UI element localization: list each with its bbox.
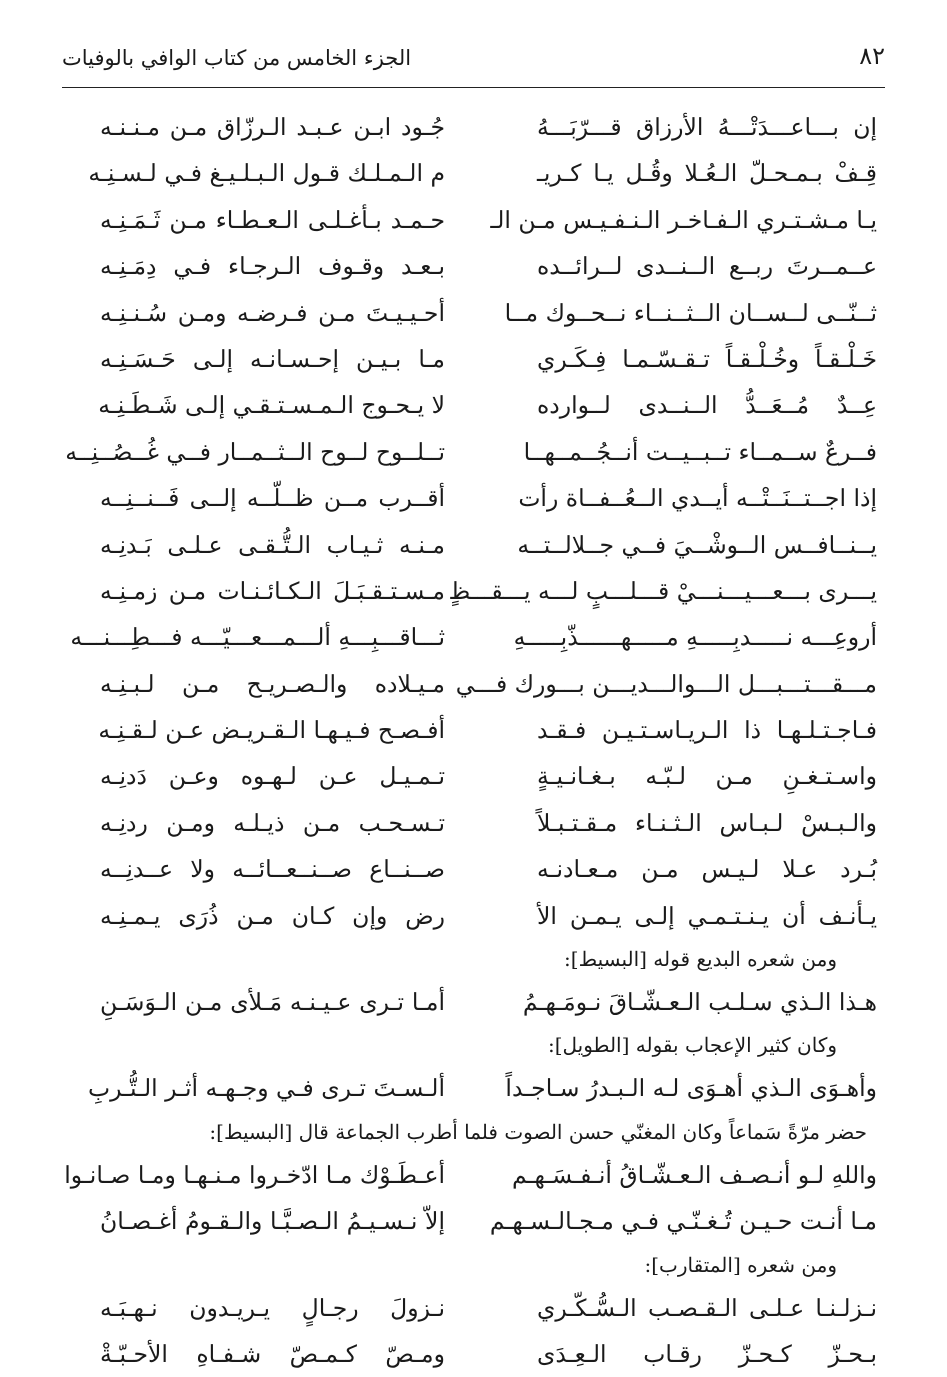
verse-second-hemistich: تـمـيـل عـن لـهـوه وعـن دَدنِـه [100,762,445,791]
verse-first-hemistich: مـــقـــتـــبـــل الـــوالـــديـــن بـــورك فـــي [455,669,877,698]
verse-second-hemistich: مـا بـيـن إحـسـانـه إلـى حَـسَـنِـه [100,344,445,373]
verse [62,661,885,707]
verse [62,290,885,336]
verse [62,979,885,1025]
verse [62,1198,885,1244]
verse-first-hemistich: قِـفْ بـمـحـلّ الـعُـلا وقُـل يـا كـريـ [537,159,877,188]
section-intro: وكان كثير الإعجاب بقوله [الطويل]: [547,1033,837,1058]
verse [62,1285,885,1331]
verse-first-hemistich: بـحـزّ كـحـزّ رقـاب الـعِـدَى [537,1339,877,1368]
verse-second-hemistich: صــنــاع صــنــعــائــه ولا عــدنِــه [100,855,445,884]
verse-first-hemistich: يـأنـف أن يـنـتـمـي إلـى يـمـن الأ [537,901,877,930]
verse-second-hemistich: تــلــوح لــوح الــثــمــار فــي غُــصُــنِــه [65,437,445,466]
verse-first-hemistich: عِــدٌ مُــعَــدُّ الــنــدى لــوارده [537,391,877,420]
verse-first-hemistich: خَـلْـقـاً وخُـلْـقـاً تـقـسّـمـا فِـكَـري [537,344,877,373]
verse-first-hemistich: والـبـسْ لـبـاس الـثـنـاء مـقـتـبـلاً [537,808,877,837]
verse [62,475,885,521]
verse [62,382,885,428]
verse-first-hemistich: فــرعٌ ســمــاء تــبــيــت أنــجُــمــهــا [523,437,877,466]
verse-first-hemistich: أروعِـــه نـــــدبِـــــهِ مـــــهــــــذّبِـــــهِ [513,623,877,652]
verse [62,1331,885,1377]
verse-second-hemistich: بـعـد وقـوف الـرجـاء فـي دِمَـنِـه [100,252,445,281]
verse-second-hemistich: رض وإن كـان مـن ذُرَى يـمـنِـه [100,901,445,930]
poem-body [62,104,885,1377]
verse [62,336,885,382]
verse-first-hemistich: ثــنّــى لــســان الــثــنــاء نــحــوك مــا [504,298,877,327]
verse-first-hemistich: نـزلـنـا عـلـى الـقـصـب الـسُّـكّـري [537,1293,877,1322]
verse [62,104,885,150]
verse-second-hemistich: تـسـحـب مـن ذيـلـه ومـن ردنِـه [100,808,445,837]
verse [62,707,885,753]
verse-second-hemistich: أحـيـيـتَ مـن فـرضـه ومـن سُـنـنِـه [100,298,445,327]
section-intro: ومن شعره البديع قوله [البسيط]: [564,947,837,972]
verse [62,429,885,475]
verse [62,522,885,568]
verse [62,568,885,614]
verse-first-hemistich: وأهـوَى الـذي أهـوَى لـه الـبـدرُ سـاجـداً [505,1074,877,1103]
verse-first-hemistich: إذا اجــتــنَــتْــه أيــدي الــعُــفــاة رأت [518,484,877,513]
verse-first-hemistich: فـاجـتـلـهـا ذا الـريـاسـتـيـن فـقـد [537,716,877,745]
verse-second-hemistich: مـيـلاده والـصـريـح مـن لـبـنِـه [100,669,445,698]
section-intro: حضر مرّةً سَماعاً وكان المغنّي حسن الصوت فلما أطرب الجماعة قال [البسيط]: [209,1119,867,1144]
verse [62,800,885,846]
verse-second-hemistich: جُـود ابـن عـبـد الـرزّاق مـن مـنـنـه [100,113,445,141]
page-number: ٨٢ [859,42,885,70]
verse-second-hemistich: حـمـد بـأغـلـى الـعـطـاء مـن ثَـمَـنِـه [100,205,445,234]
verse [62,150,885,196]
verse-second-hemistich: أعـطَـوْك مـا ادّخـروا مـنـهـا ومـا صـانـوا [64,1160,445,1189]
verse-first-hemistich: يـا مـشـتـري الـفـاخـر الـنـفـيـس مـن الـ [490,205,877,234]
verse-second-hemistich: م الـمـلـك قـول الـبـلـيـغ فـي لـسـنِـه [88,159,445,188]
verse-first-hemistich: بُـرد عـلا لـيـس مـن مـعـادنـه [537,855,877,884]
verse-second-hemistich: أمـا تـرى عـيـنـه مَـلأى مـن الـوَسَـنِ [100,988,445,1017]
verse [62,243,885,289]
verse-second-hemistich: لا يـحـوج الـمـسـتـقـي إلـى شَـطَـنِـه [98,391,445,420]
page-header [62,42,885,82]
verse-second-hemistich: نـزولَ رجـالٍ يـريـدون نـهـبَـه [100,1293,445,1322]
verse-first-hemistich: يــنــافــس الــوشْــيَ فــي جــلالــتــه [517,530,877,559]
verse [62,753,885,799]
verse-first-hemistich: واللهِ لـو أنـصـف الـعـشّـاقُ أنـفـسَـهـم [512,1160,877,1189]
verse [62,1065,885,1111]
running-title: الجزء الخامس من كتاب الوافي بالوفيات [62,46,412,70]
verse-second-hemistich: أقــرب مــن ظــلّــه إلــى فَــنــنِــه [100,484,445,513]
header-divider [62,87,885,88]
verse [62,1152,885,1198]
verse [62,893,885,939]
verse-second-hemistich: مـسـتـقـبَـلَ الـكـائـنـات مـن زمـنِـه [100,576,445,605]
verse [62,197,885,243]
verse-second-hemistich: ألـسـتَ تـرى فـي وجـهـه أثـر الـتُّـربِ [88,1074,445,1103]
verse-first-hemistich: واسـتـغـنِ مـن لـبّـه بـغـانـيـةٍ [537,762,877,791]
verse-first-hemistich: إن بـــاعـــدَتْـــهُ الأرزاق قـــرّبَـــهُ [537,113,877,141]
verse-first-hemistich: مـا أنـت حـيـن تُـغـنّـي فـي مـجـالـسـهـم [489,1207,877,1236]
verse-second-hemistich: ثـــاقـــبِـــهِ ألـــمـــعـــيّـــه فـــطِـــنـــه [70,623,445,652]
verse-second-hemistich: إلاّ نـسـيـمُ الـصـبَّـا والـقـومُ أغـصـانُ [100,1207,445,1236]
verse-second-hemistich: أفـصـح فـيـهـا الـقـريـض عـن لـقـنِـه [98,716,445,745]
verse [62,614,885,660]
verse [62,846,885,892]
verse-second-hemistich: ومـصّ كـمـصّ شـفـاهِ الأحـبّـةْ [100,1339,445,1368]
verse-second-hemistich: مـنـه ثـيـاب الـتُّـقـى عـلـى بَـدنِـه [100,530,445,559]
verse-first-hemistich: هـذا الـذي سـلـب الـعـشّـاقَ نـومَـهـمُ [522,988,877,1017]
section-intro: ومن شعره [المتقارب]: [644,1252,837,1277]
verse-first-hemistich: عــمــرتَ ربــع الــنــدى لــرائــده [537,252,877,281]
verse-first-hemistich: يـــرى بـــعـــيـــنـــيْ قـــلـــبٍ لـــه يـــقـــظٍ [448,576,877,605]
